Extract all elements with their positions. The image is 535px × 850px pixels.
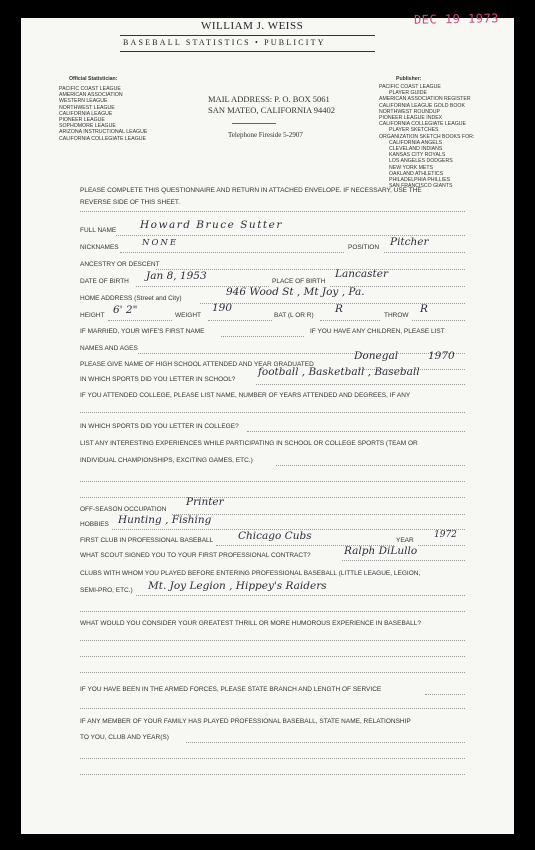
weight-line[interactable] [208,320,272,321]
clubs-label-1: CLUBS WITH WHOM YOU PLAYED BEFORE ENTERING PROFESSIONAL BASEBALL (LITTLE LEAGUE, LEGION, [80,570,421,577]
hobbies-label: HOBBIES [80,521,109,528]
family-line-1[interactable] [186,742,465,743]
publisher-list [379,84,474,189]
pob-value: Lancaster [335,268,388,280]
intro-line1: PLEASE COMPLETE THIS QUESTIONNAIRE AND RETURN IN ATTACHED ENVELOPE. IF NECESSARY, USE THE [80,187,422,194]
experiences-label-1: LIST ANY INTERESTING EXPERIENCES WHILE PARTICIPATING IN SCHOOL OR COLLEGE SPORTS (TEAM OR [80,440,418,447]
home-address-value: 946 Wood St , Mt Joy , Pa. [226,286,365,298]
statistician-item: CALIFORNIA COLLEGIATE LEAGUE [59,135,146,142]
nicknames-label: NICKNAMES [80,244,119,251]
college-label: IF YOU ATTENDED COLLEGE, PLEASE LIST NAME, NUMBER OF YEARS ATTENDED AND DEGREES, IF ANY [80,392,411,399]
dob-label: DATE OF BIRTH [80,278,129,285]
mail-address-line1: MAIL ADDRESS: P. O. BOX 5061 [208,94,330,104]
family-line-2[interactable] [80,758,465,759]
bat-label: BAT (L OR R) [274,312,314,319]
names-ages-line[interactable] [138,353,465,354]
family-label-1: IF ANY MEMBER OF YOUR FAMILY HAS PLAYED PROFESSIONAL BASEBALL, STATE NAME, RELATIONSHIP [80,718,411,725]
statistician-item: WESTERN LEAGUE [59,98,108,105]
throw-value: R [420,303,428,315]
publisher-item: PHILADELPHIA PHILLIES [389,177,451,184]
full-name-value: Howard Bruce Sutter [140,219,283,231]
intro-line2: REVERSE SIDE OF THIS SHEET. [80,199,180,206]
publisher-item: PLAYER SKETCHES [389,127,439,134]
college-line[interactable] [80,412,465,413]
year-label: YEAR [396,537,414,544]
scout-value: Ralph DiLullo [344,545,418,557]
letter-school-value: football , Basketball , Baseball [258,366,420,378]
armed-forces-label: IF YOU HAVE BEEN IN THE ARMED FORCES, PLEASE STATE BRANCH AND LENGTH OF SERVICE [80,686,382,693]
nicknames-line[interactable] [120,252,344,253]
intro-rule [80,211,465,212]
statistician-heading-text: Official Statistician: [69,76,118,82]
year-value: 1972 [434,530,457,540]
thrill-label: WHAT WOULD YOU CONSIDER YOUR GREATEST THRILL OR MORE HUMOROUS EXPERIENCE IN BASEBALL? [80,620,421,627]
year-line[interactable] [418,545,465,546]
scout-line[interactable] [342,560,465,561]
statistician-item: ARIZONA INSTRUCTIONAL LEAGUE [59,129,148,136]
thrill-line-2[interactable] [80,656,465,657]
publisher-heading [396,76,421,82]
thrill-line-1[interactable] [80,640,465,641]
experiences-line-1[interactable] [276,465,465,466]
letterhead-tagline: BASEBALL STATISTICS • PUBLICITY [123,38,326,47]
offseason-value: Printer [186,496,224,508]
names-ages-label: NAMES AND AGES [80,345,138,352]
statistician-item: PACIFIC COAST LEAGUE [59,86,121,92]
first-club-value: Chicago Cubs [238,530,312,542]
family-line-3[interactable] [80,774,465,775]
high-school-value: Donegal [354,350,399,362]
offseason-line[interactable] [172,514,465,515]
statistician-item: CALIFORNIA LEAGUE [59,110,113,117]
mail-address-line2: SAN MATEO, CALIFORNIA 94402 [208,105,336,115]
height-label: HEIGHT [80,312,105,319]
publisher-item: SAN FRANCISCO GIANTS [389,183,453,190]
bat-line[interactable] [320,320,380,321]
throw-line[interactable] [412,320,465,321]
clubs-line-1[interactable] [136,595,465,596]
height-line[interactable] [108,320,172,321]
scout-label: WHAT SCOUT SIGNED YOU TO YOUR FIRST PROFESSIONAL CONTRACT? [80,552,311,559]
family-label-2: TO YOU, CLUB AND YEAR(S) [80,734,169,741]
pob-label: PLACE OF BIRTH [272,278,326,285]
statistician-item: SOPHOMORE LEAGUE [59,123,116,130]
thrill-line-3[interactable] [80,672,465,673]
college-letter-label: IN WHICH SPORTS DID YOU LETTER IN COLLEGE? [80,423,239,430]
publisher-item: ORGANIZATION SKETCH BOOKS FOR: [379,133,475,140]
statistician-heading [69,76,117,82]
experiences-line-3[interactable] [80,497,465,498]
position-line[interactable] [384,252,465,253]
first-club-label: FIRST CLUB IN PROFESSIONAL BASEBALL [80,537,214,544]
publisher-item: PLAYER GUIDE [389,90,427,97]
publisher-heading-text: Publisher: [396,76,422,82]
college-letter-line[interactable] [247,431,465,432]
publisher-item: CALIFORNIA ANGELS [389,139,443,146]
ancestry-label: ANCESTRY OR DESCENT [80,261,160,268]
experiences-line-2[interactable] [80,481,465,482]
clubs-line-2[interactable] [80,611,465,612]
letterhead-rule-top [120,35,375,36]
position-value: Pitcher [390,236,429,248]
publisher-item: PIONEER LEAGUE INDEX [379,115,443,122]
experiences-label-2: INDIVIDUAL CHAMPIONSHIPS, EXCITING GAMES, ETC.) [80,457,253,464]
publisher-item: CALIFORNIA LEAGUE GOLD BOOK [379,102,465,109]
statistician-item: AMERICAN ASSOCIATION [59,92,123,99]
publisher-item: OAKLAND ATHLETICS [389,170,444,177]
offseason-label: OFF-SEASON OCCUPATION [80,506,167,513]
address-divider [232,123,276,124]
high-school-label: PLEASE GIVE NAME OF HIGH SCHOOL ATTENDED AND YEAR GRADUATED [80,361,314,368]
dob-value: Jan 8, 1953 [146,270,207,282]
height-value: 6' 2" [113,304,138,316]
telephone: Telephone Fireside 5-2907 [228,131,303,139]
date-stamp: DEC 19 1973 [413,11,500,27]
letterhead-rule-bottom [120,51,375,52]
publisher-item: LOS ANGELES DODGERS [389,158,453,165]
publisher-item: NORTHWEST ROUNDUP [379,108,440,115]
armed-forces-line-2[interactable] [80,708,465,709]
graduation-year-value: 1970 [428,350,455,362]
nicknames-value: NONE [142,238,179,248]
children-label: IF YOU HAVE ANY CHILDREN, PLEASE LIST [310,328,445,335]
married-label: IF MARRIED, YOUR WIFE'S FIRST NAME [80,328,205,335]
statistician-item: NORTHWEST LEAGUE [59,104,115,111]
weight-value: 190 [212,302,233,314]
clubs-value: Mt. Joy Legion , Hippey's Raiders [148,580,327,592]
statistician-item: PIONEER LEAGUE [59,117,105,124]
position-label: POSITION [348,244,380,251]
armed-forces-line-1[interactable] [425,694,465,695]
publisher-item: AMERICAN ASSOCIATION REGISTER [379,96,471,103]
letter-school-label: IN WHICH SPORTS DID YOU LETTER IN SCHOOL? [80,376,236,383]
publisher-item: KANSAS CITY ROYALS [389,152,446,159]
wife-name-line[interactable] [221,336,304,337]
publisher-item: NEW YORK METS [389,164,434,171]
publisher-item: PACIFIC COAST LEAGUE [379,84,441,90]
full-name-label: FULL NAME [80,227,117,234]
clubs-label-2: SEMI-PRO, ETC.) [80,587,133,594]
weight-label: WEIGHT [175,312,201,319]
letter-school-line[interactable] [256,384,465,385]
statistician-list [59,86,147,142]
publisher-item: CALIFORNIA COLLEGIATE LEAGUE [379,121,466,128]
hobbies-value: Hunting , Fishing [118,514,212,526]
home-address-label: HOME ADDRESS (Street and City) [80,295,182,302]
bat-value: R [335,303,343,315]
publisher-item: CLEVELAND INDIANS [389,146,443,153]
letterhead-name: WILLIAM J. WEISS [201,20,304,32]
throw-label: THROW [384,312,409,319]
